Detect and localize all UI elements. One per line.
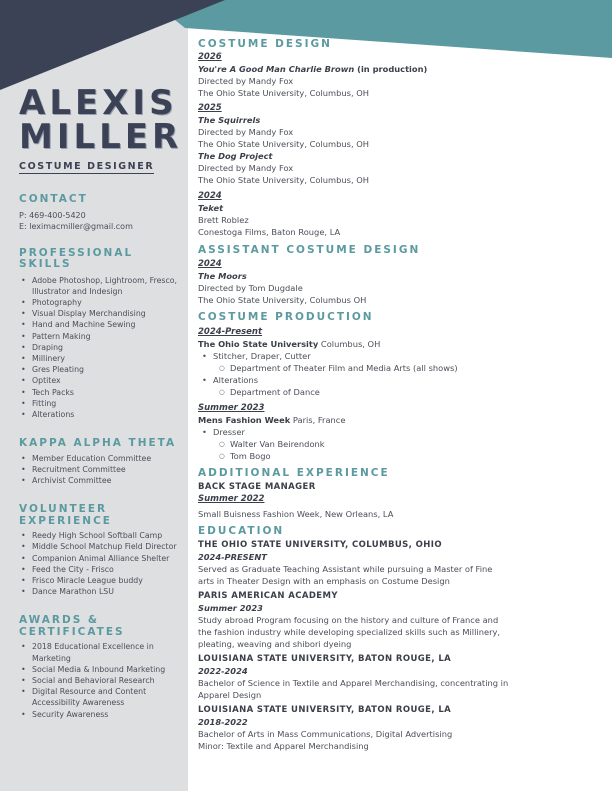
year-2025: 2025 [198, 103, 222, 113]
director: Directed by Mandy Fox [198, 127, 294, 137]
location: The Ohio State University, Columbus, OH [198, 139, 370, 149]
assistant-heading: ASSISTANT COSTUME DESIGN [198, 244, 421, 256]
production-title: The Squirrels [198, 115, 261, 125]
school-name: THE OHIO STATE UNIVERSITY, COLUMBUS, OHIO [198, 540, 442, 550]
production-heading: COSTUME PRODUCTION [198, 311, 374, 323]
sidebar [19, 83, 183, 720]
list-item: • Frisco Miracle League buddy [21, 575, 177, 586]
list-item: • Archivist Committee [21, 475, 177, 486]
organization-location: Columbus, OH [318, 339, 381, 349]
list-item: ○ Tom Bogo [219, 450, 598, 462]
production-note: (in production) [354, 64, 428, 74]
education-section [198, 524, 598, 752]
awards-section [19, 615, 177, 719]
production-title: You're A Good Man Charlie Brown [198, 64, 355, 74]
list-item: • Fitting [21, 398, 177, 409]
list-item: • 2018 Educational Excellence in Marketing [21, 641, 177, 663]
list-item: • Adobe Photoshop, Lightroom, Fresco, Illustrator and Indesign [21, 275, 177, 297]
additional-section [198, 466, 598, 520]
production-title: Teket [198, 203, 224, 213]
date-range: 2024-Present [198, 327, 263, 337]
description-line: Apparel Design [198, 690, 262, 700]
description-line: Minor: Textile and Apparel Merchandising [198, 741, 369, 751]
volunteer-list [21, 530, 177, 597]
list-item: • Photography [21, 297, 177, 308]
organization: Mens Fashion Week [198, 415, 291, 425]
awards-list [21, 641, 177, 719]
contact-heading: CONTACT [19, 193, 88, 205]
year-2024: 2024 [198, 191, 222, 201]
additional-heading: ADDITIONAL EXPERIENCE [198, 467, 390, 479]
main-content [198, 37, 598, 752]
list-item: • Tech Packs [21, 387, 177, 398]
description-line: Study abroad Program focusing on the history and culture of France and [198, 615, 499, 625]
description-line: Bachelor of Arts in Mass Communications, Digital Advertising [198, 729, 453, 739]
navy-corner-shape [0, 0, 225, 90]
production-section [198, 310, 598, 462]
list-item: ○ Department of Theater Film and Media Arts (all shows) [219, 362, 598, 374]
location: The Ohio State University, Columbus, OH [198, 88, 370, 98]
kappa-list [21, 453, 177, 487]
director: Directed by Mandy Fox [198, 76, 294, 86]
school-name: LOUISIANA STATE UNIVERSITY, BATON ROUGE, LA [198, 654, 452, 664]
date-range: Summer 2022 [198, 494, 265, 504]
list-item: • Millinery [21, 353, 177, 364]
date-range: 2022-2024 [198, 666, 248, 676]
list-item: • Visual Display Merchandising [21, 308, 177, 319]
description-line: pleating, weaving and shibori dyeing [198, 639, 352, 649]
list-item: • Gres Pleating [21, 364, 177, 375]
list-item: • Hand and Machine Sewing [21, 319, 177, 330]
director: Brett Roblez [198, 215, 249, 225]
list-item: • Social and Behavioral Research [21, 675, 177, 686]
list-item: • Optitex [21, 375, 177, 386]
list-item: ○ Walter Van Beirendonk [219, 438, 598, 450]
description-line: the fashion industry while developing specialized skills such as Millinery, [198, 627, 501, 637]
organization: The Ohio State University [198, 339, 319, 349]
director: Directed by Tom Dugdale [198, 283, 303, 293]
list-item: • Draping [21, 342, 177, 353]
organization-location: Paris, France [290, 415, 346, 425]
job-title: COSTUME DESIGNER [19, 161, 155, 172]
list-item: • Social Media & Inbound Marketing [21, 664, 177, 675]
awards-heading-1: AWARDS & [19, 614, 100, 627]
description-line: Served as Graduate Teaching Assistant while pursuing a Master of Fine [198, 564, 493, 574]
volunteer-heading-2: EXPERIENCE [19, 514, 112, 527]
school-name: LOUISIANA STATE UNIVERSITY, BATON ROUGE, LA [198, 705, 452, 715]
year-2024: 2024 [198, 259, 222, 269]
last-name: MILLER [19, 117, 183, 157]
production-title: The Moors [198, 271, 247, 281]
list-item: ○ Department of Dance [219, 386, 598, 398]
list-item: • Alterations ○ Department of Dance [202, 374, 598, 398]
list-item: • Middle School Matchup Field Director [21, 541, 177, 552]
list-item: • Feed the City - Frisco [21, 564, 177, 575]
volunteer-section [19, 504, 177, 597]
list-item: • Reedy High School Softball Camp [21, 530, 177, 541]
skills-heading: PROFESSIONAL SKILLS [19, 246, 134, 270]
skills-list [21, 275, 177, 421]
list-item: • Pattern Making [21, 331, 177, 342]
description-line: arts in Theater Design with an emphasis on Costume Design [198, 576, 450, 586]
first-name: ALEXIS [19, 83, 178, 123]
school-name: PARIS AMERICAN ACADEMY [198, 591, 338, 601]
list-item: • Digital Resource and Content Accessibility Awareness [21, 686, 177, 708]
location: The Ohio State University, Columbus, OH [198, 175, 370, 185]
costume-design-section [198, 37, 598, 238]
location: The Ohio State University, Columbus OH [198, 295, 367, 305]
kappa-heading: KAPPA ALPHA THETA [19, 437, 177, 450]
description-line: Bachelor of Science in Textile and Apparel Merchandising, concentrating in [198, 678, 509, 688]
year-2026: 2026 [198, 52, 222, 62]
skills-section [19, 248, 177, 421]
list-item: • Dresser ○ Walter Van Beirendonk ○ Tom Bogo [202, 426, 598, 462]
location: Conestoga Films, Baton Rouge, LA [198, 227, 341, 237]
contact-email: E: leximacmiller@gmail.com [19, 221, 133, 231]
date-range: 2024-PRESENT [198, 552, 267, 562]
date-range: 2018-2022 [198, 717, 248, 727]
director: Directed by Mandy Fox [198, 163, 294, 173]
kappa-section [19, 438, 177, 486]
education-heading: EDUCATION [198, 525, 285, 537]
costume-design-heading: COSTUME DESIGN [198, 38, 332, 50]
contact-phone: P: 469-400-5420 [19, 210, 86, 220]
assistant-section [198, 243, 598, 306]
date-range: Summer 2023 [198, 403, 265, 413]
role-list [202, 426, 598, 462]
list-item: • Companion Animal Alliance Shelter [21, 553, 177, 564]
list-item: • Stitcher, Draper, Cutter ○ Department of Theater Film and Media Arts (all shows) [202, 350, 598, 374]
role-title: BACK STAGE MANAGER [198, 482, 316, 492]
volunteer-heading-1: VOLUNTEER [19, 503, 108, 516]
production-title: The Dog Project [198, 151, 273, 161]
awards-heading-2: CERTIFICATES [19, 625, 125, 638]
list-item: • Security Awareness [21, 709, 177, 720]
contact-section [19, 194, 177, 232]
list-item: • Alterations [21, 409, 177, 420]
list-item: • Dance Marathon LSU [21, 586, 177, 597]
list-item: • Member Education Committee [21, 453, 177, 464]
role-list [202, 350, 598, 398]
date-range: Summer 2023 [198, 603, 263, 613]
description: Small Buisness Fashion Week, New Orleans, LA [198, 509, 394, 519]
list-item: • Recruitment Committee [21, 464, 177, 475]
